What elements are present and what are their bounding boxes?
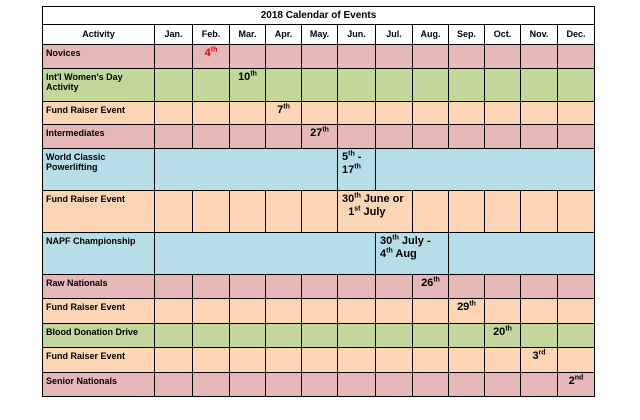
header-mar: Mar.: [230, 25, 266, 45]
event-date: 4th: [193, 45, 230, 69]
events-calendar: [42, 6, 594, 397]
event-date: 2nd: [558, 373, 595, 397]
header-row: [43, 25, 595, 45]
table-row: [43, 233, 595, 275]
event-date: 5th - 17th: [338, 149, 376, 191]
header-apr: Apr.: [266, 25, 302, 45]
activity-name: Fund Raiser Event: [43, 348, 155, 373]
activity-name: Raw Nationals: [43, 275, 155, 299]
event-date: 26th: [413, 275, 449, 299]
activity-name: Fund Raiser Event: [43, 102, 155, 125]
activity-name: Blood Donation Drive: [43, 324, 155, 348]
table-row: [43, 125, 595, 149]
span-cell-after: [449, 233, 595, 275]
header-sep: Sep.: [449, 25, 485, 45]
table-row: [43, 348, 595, 373]
table-row: [43, 299, 595, 324]
table-row: [43, 275, 595, 299]
header-jul: Jul.: [376, 25, 413, 45]
activity-name: Fund Raiser Event: [43, 191, 155, 233]
event-date: 30th July - 4th Aug: [376, 233, 449, 275]
header-dec: Dec.: [558, 25, 595, 45]
activity-name: Senior Nationals: [43, 373, 155, 397]
table-row: [43, 191, 595, 233]
activity-name: Intermediates: [43, 125, 155, 149]
table-row: [43, 45, 595, 69]
header-activity: Activity: [43, 25, 155, 45]
header-jan: Jan.: [155, 25, 193, 45]
calendar-table: [42, 6, 595, 397]
activity-name: Int'l Women's Day Activity: [43, 69, 155, 102]
table-row: [43, 373, 595, 397]
header-jun: Jun.: [338, 25, 376, 45]
activity-name: Fund Raiser Event: [43, 299, 155, 324]
activity-name: World Classic Powerlifting: [43, 149, 155, 191]
table-row: [43, 102, 595, 125]
event-date: 27th: [302, 125, 338, 149]
event-date: 20th: [485, 324, 521, 348]
activity-name: Novices: [43, 45, 155, 69]
header-feb: Feb.: [193, 25, 230, 45]
header-nov: Nov.: [521, 25, 558, 45]
event-date: 10th: [230, 69, 266, 102]
activity-name: NAPF Championship: [43, 233, 155, 275]
event-date: 3rd: [521, 348, 558, 373]
calendar-title: 2018 Calendar of Events: [43, 7, 595, 25]
table-row: [43, 69, 595, 102]
event-date: 30th June or 1st July: [338, 191, 413, 233]
table-row: [43, 324, 595, 348]
event-date: 7th: [266, 102, 302, 125]
header-may: May.: [302, 25, 338, 45]
span-cell-before: [155, 233, 376, 275]
header-aug: Aug.: [413, 25, 449, 45]
span-cell-before: [155, 149, 338, 191]
span-cell-after: [376, 149, 595, 191]
table-row: [43, 149, 595, 191]
header-oct: Oct.: [485, 25, 521, 45]
event-date: 29th: [449, 299, 485, 324]
